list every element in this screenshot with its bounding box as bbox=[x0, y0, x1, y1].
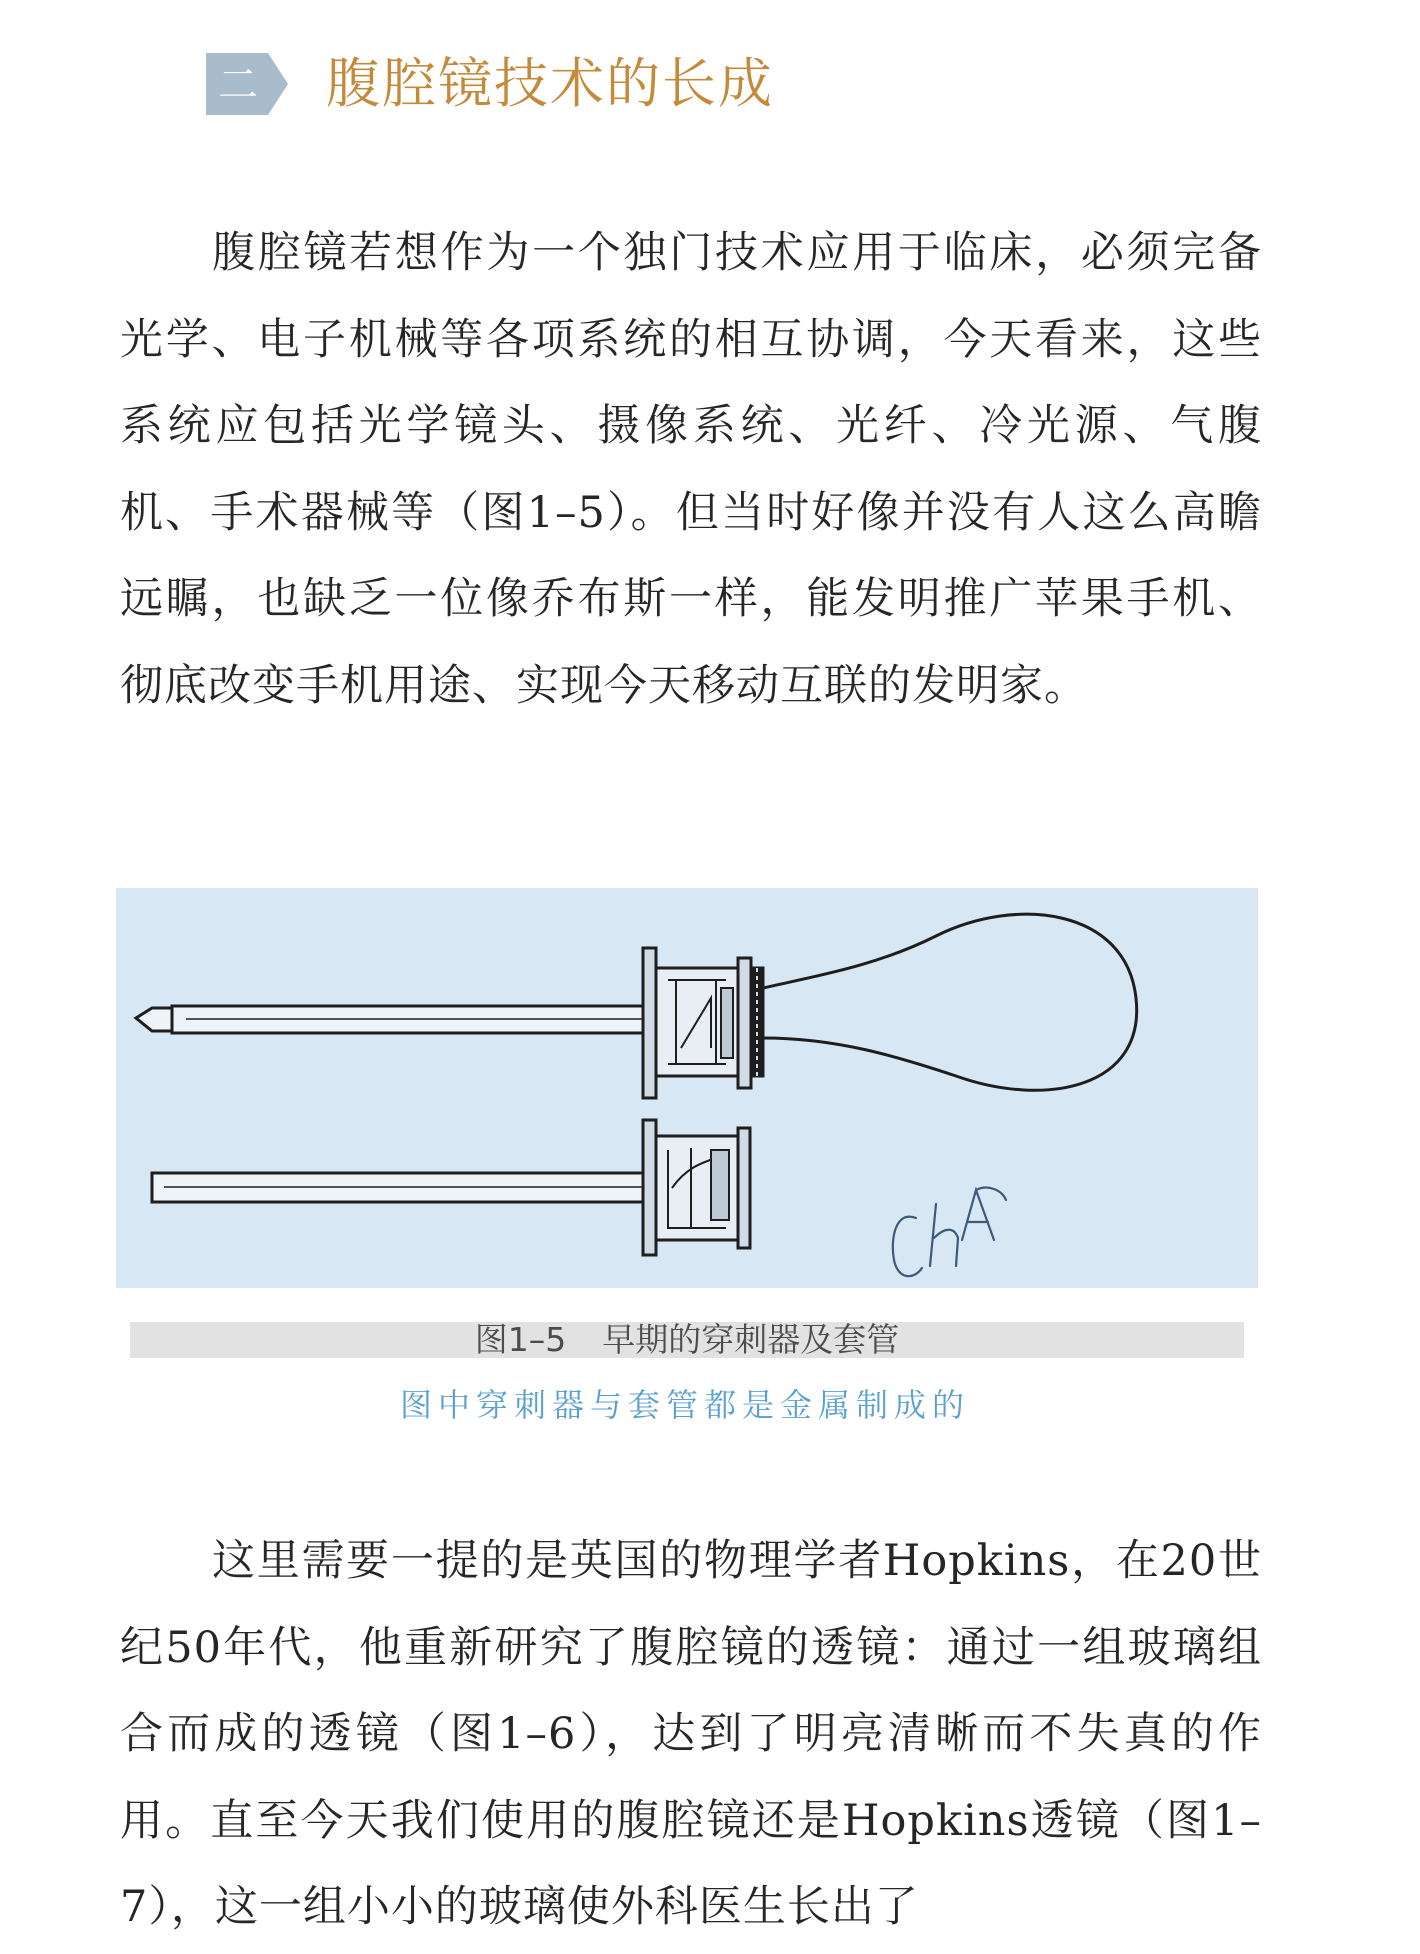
section-badge-shape bbox=[206, 53, 288, 115]
figure-caption bbox=[130, 1322, 1244, 1358]
body-paragraph-1: 腹腔镜若想作为一个独门技术应用于临床，必须完备光学、电子机械等各项系统的相互协调，今天看来，这些系统应包括光学镜头、摄像系统、光纤、冷光源、气腹机、手术器械等（图1–5）。但当时好像并没有人这么高瞻远瞩，也缺乏一位像乔布斯一样，能发明推广苹果手机、彻底改变手机用途、实现今天移动互联的发明家。 bbox=[120, 228, 1262, 711]
signature-mark bbox=[893, 1188, 1006, 1277]
trocar-cannula-drawing bbox=[116, 888, 1258, 1288]
figure-number: 图1–5 bbox=[474, 1320, 567, 1359]
body-paragraph-2: 这里需要一提的是英国的物理学者Hopkins，在20世纪50年代，他重新研究了腹腔镜的透镜：通过一组玻璃组合而成的透镜（图1–6），达到了明亮清晰而不失真的作用。直至今天我们使用的腹腔镜还是Hopkins透镜（图1–7），这一组小小的玻璃使外科医生长出了 bbox=[120, 1536, 1262, 1932]
figure-illustration bbox=[116, 888, 1258, 1288]
section-title: 腹腔镜技术的长成 bbox=[326, 52, 774, 115]
section-heading bbox=[206, 44, 774, 124]
trocar-drawing bbox=[136, 914, 1137, 1098]
figure-caption-text: 早期的穿刺器及套管 bbox=[602, 1320, 900, 1359]
section-number: 二 bbox=[218, 62, 258, 108]
figure-note: 图中穿刺器与套管都是金属制成的 bbox=[399, 1386, 970, 1424]
cannula-drawing bbox=[152, 1120, 750, 1255]
section-number-badge bbox=[206, 53, 288, 115]
